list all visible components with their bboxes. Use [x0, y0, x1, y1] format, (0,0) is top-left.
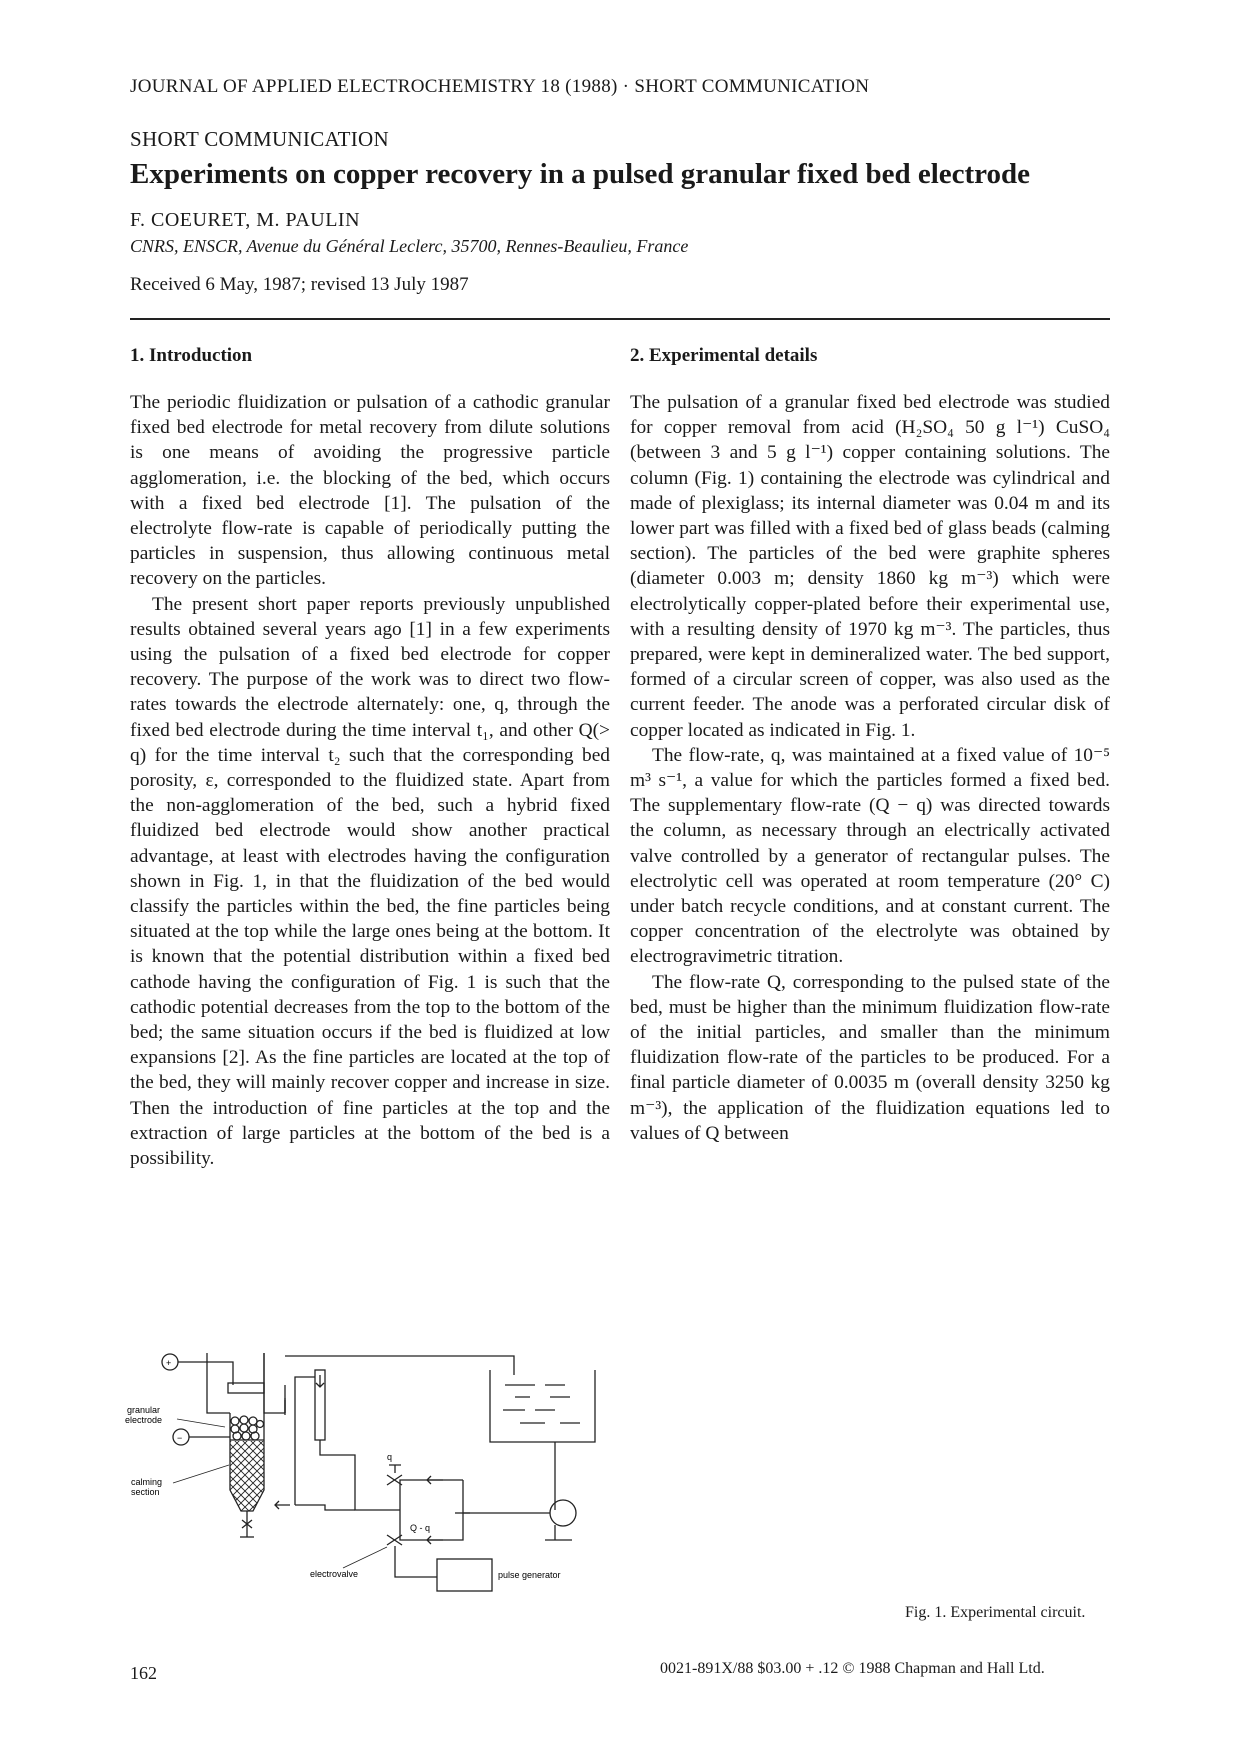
affiliation: CNRS, ENSCR, Avenue du Général Leclerc, 35700, Rennes-Beaulieu, France: [130, 236, 689, 256]
experimental-paragraph-1: The pulsation of a granular fixed bed electrode was studied for copper removal from acid (H₂SO₄ 50 g l⁻¹) CuSO₄ (between 3 and 5 g l⁻¹) copper containing solutions. The column (Fig. 1) containing the electrode was cylindrical and made of plexiglass; its internal diameter was 0.04 m and its lower part was filled with a fixed bed of glass beads (calming section). The particles of the bed were graphite spheres (diameter 0.003 m; density 1860 kg m⁻³) which were electrolytically copper-plated before their experimental use, with a resulting density of 1970 kg m⁻³. The particles, thus prepared, were kept in demineralized water. The bed support, formed of a circular screen of copper, was also used as the current feeder. The anode was a perforated circular disk of copper located as indicated in Fig. 1.: [630, 392, 1110, 741]
plus-terminal-label: +: [166, 1358, 172, 1368]
journal-header: JOURNAL OF APPLIED ELECTROCHEMISTRY 18 (1988) · SHORT COMMUNICATION: [130, 76, 870, 97]
intro-heading: 1. Introduction: [130, 345, 253, 366]
reservoir-tank: [490, 1370, 595, 1442]
pump-icon: [550, 1500, 576, 1526]
intro-paragraph-2: The present short paper reports previously unpublished results obtained several years ago [1] in a few experiments using the pulsation of a fixed bed electrode for copper recovery. The purpose of the work was to direct two flow-rates towards the electrode alternately: one, q, through the fixed bed electrode during the time interval t₁, and other Q(> q) for the time interval t₂ such that the corresponding bed porosity, ε, corresponded to the fluidized state. Apart from the non-agglomeration of the bed, such a hybrid fixed fluidized bed electrode would show another practical advantage, at least with electrodes having the configuration shown in Fig. 1, in that the fluidization of the bed would classify the particles within the bed, the fine particles being situated at the top while the large ones being at the bottom. It is known that the potential distribution within a fixed bed cathode having the configuration of Fig. 1 is such that the cathodic potential decreases from the top to the bottom of the bed; the same situation occurs if the bed is fluidized at low expansions [2]. As the fine particles are located at the top of the bed, they will mainly recover copper and increase in size. Then the introduction of fine particles at the top and the extraction of large particles at the bottom of the bed is a possibility.: [130, 593, 610, 1170]
granular-particles: [231, 1416, 264, 1440]
experimental-circuit-figure: [125, 1315, 685, 1635]
granular-label-line1: granular: [127, 1405, 161, 1415]
header-divider: [130, 318, 1110, 320]
pulse-generator-box: [437, 1559, 492, 1591]
electrovalve-label: electrovalve: [310, 1569, 359, 1579]
calming-label-line1: calming: [131, 1477, 163, 1487]
copyright-line: 0021-891X/88 $03.00 + .12 © 1988 Chapman and Hall Ltd.: [660, 1660, 1045, 1677]
introduction-column: [130, 390, 610, 1171]
experimental-heading: 2. Experimental details: [630, 345, 818, 366]
pulse-generator-label: pulse generator: [498, 1570, 561, 1580]
received-date: Received 6 May, 1987; revised 13 July 1987: [130, 274, 469, 295]
granular-label-line2: electrode: [125, 1415, 163, 1425]
page-number: 162: [130, 1663, 157, 1683]
experimental-paragraph-3: The flow-rate Q, corresponding to the pulsed state of the bed, must be higher than the minimum fluidization flow-rate of the initial particles, and smaller than the minimum fluidization flow-rate of the particles to be produced. For a final particle diameter of 0.0035 m (overall density 3250 kg m⁻³), the application of the fluidization equations led to values of Q between: [630, 971, 1110, 1144]
calming-section: [230, 1441, 264, 1491]
Qq-label: Q - q: [410, 1523, 431, 1533]
figure-caption: Fig. 1. Experimental circuit.: [905, 1604, 1086, 1621]
authors: F. COEURET, M. PAULIN: [130, 209, 361, 231]
experimental-column: [630, 390, 1110, 1146]
intro-paragraph-1: The periodic fluidization or pulsation of a cathodic granular fixed bed electrode for metal recovery from dilute solutions is one means of avoiding the progressive particle agglomeration, i.e. the blocking of the bed, which occurs with a fixed bed electrode [1]. The pulsation of the electrolyte flow-rate is capable of periodically putting the particles in suspension, thus allowing continuous metal recovery on the particles.: [130, 392, 610, 590]
experimental-paragraph-2: The flow-rate, q, was maintained at a fixed value of 10⁻⁵ m³ s⁻¹, a value for which the particles formed a fixed bed. The supplementary flow-rate (Q − q) was directed towards the column, as necessary through an electrically activated valve controlled by a generator of rectangular pulses. The electrolytic cell was operated at room temperature (20° C) under batch recycle conditions, and at constant current. The copper concentration of the electrolyte was obtained by electrogravimetric titration.: [630, 744, 1110, 968]
q-label: q: [387, 1452, 393, 1462]
minus-terminal-label: −: [177, 1433, 183, 1443]
article-type: SHORT COMMUNICATION: [130, 127, 389, 151]
calming-label-line2: section: [131, 1487, 160, 1497]
article-title: Experiments on copper recovery in a pulsed granular fixed bed electrode: [130, 158, 1031, 190]
